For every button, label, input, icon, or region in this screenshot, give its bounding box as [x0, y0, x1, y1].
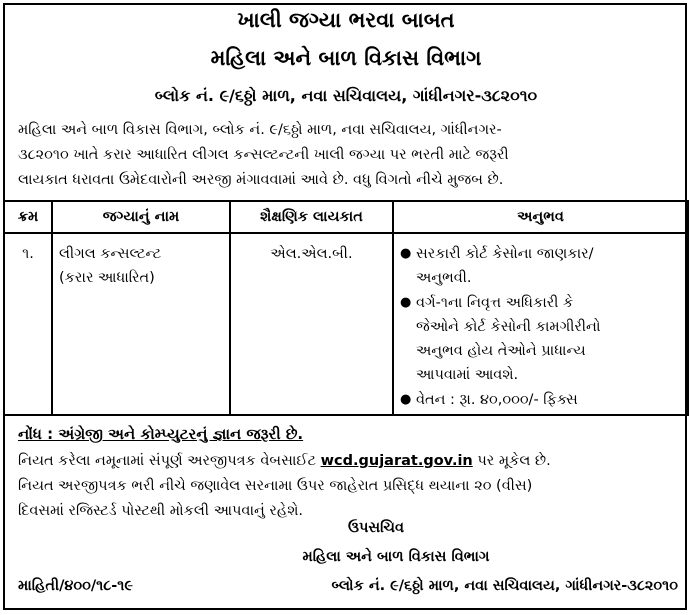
instruction-line — [18, 453, 551, 469]
experience-text: જેઓને કોર્ટ કેસોની કામગીરીનો — [416, 319, 601, 335]
reference-number: માહિતી/૪૦૦/૧૮-૧૯ — [18, 578, 133, 594]
bullet-icon: ● — [400, 295, 412, 310]
department-address: બ્લોક નં. ૯/૬ઠ્ઠો માળ, નવા સચિવાલય, ગાંધીનગર-૩૮૨૦૧૦ — [154, 86, 538, 105]
intro-line: ૩૮૨૦૧૦ ખાતે કરાર આધારિત લીગલ કન્સલ્ટન્ટની ખાલી જગ્યા પર ભરતી માટે જરૂરી — [18, 147, 509, 163]
instruction-line: દિવસમાં રજિસ્ટર્ડ પોસ્ટથી મોકલી આપવાનું રહેશે. — [18, 503, 304, 519]
experience-text: આપવામાં આવશે. — [416, 367, 519, 383]
header-post-name: જગ્યાનું નામ — [52, 201, 230, 233]
table-row — [4, 233, 688, 415]
department-name: મહિલા અને બાળ વિકાસ વિભાગ — [210, 46, 482, 70]
experience-text: અનુભવી. — [416, 270, 472, 286]
header-experience: અનુભવ — [393, 201, 688, 233]
list-item — [400, 388, 686, 412]
note-text: નોંધ : અંગ્રેજી અને કોમ્પ્યુટરનું જ્ઞાન જરૂરી છે. — [18, 425, 304, 443]
list-item — [400, 242, 686, 290]
salary-text: વેતન : રૂા. ૪૦,૦૦૦/- ફિક્સ — [416, 392, 578, 408]
intro-line: મહિલા અને બાળ વિકાસ વિભાગ, બ્લોક નં. ૯/૬ઠ્ઠો માળ, નવા સચિવાલય, ગાંધીનગર- — [18, 122, 502, 138]
bullet-icon: ● — [400, 246, 412, 261]
instruction-line: નિયત અરજીપત્રક ભરી નીચે જણાવેલ સરનામા ઉપર જાહેરાત પ્રસિદ્ધ થયાના ૨૦ (વીસ) — [18, 478, 533, 494]
signatory-designation: ઉપસચિવ — [347, 520, 405, 536]
vacancy-table — [3, 200, 689, 416]
header-serial: ક્રમ — [4, 201, 52, 233]
experience-list — [400, 242, 686, 412]
cell-serial: ૧. — [4, 233, 52, 415]
post-type: (કરાર આધારિત) — [59, 270, 155, 286]
bullet-icon: ● — [400, 392, 412, 407]
cell-experience — [393, 233, 688, 415]
experience-text: અનુભવ હોય તેઓને પ્રાધાન્ય — [416, 343, 586, 359]
page-title: ખાલી જગ્યા ભરવા બાબત — [237, 8, 455, 32]
website-link[interactable]: wcd.gujarat.gov.in — [320, 453, 473, 469]
header-qualification: શૈક્ષણિક લાયકાત — [230, 201, 393, 233]
table-header-row — [4, 201, 688, 233]
intro-line: લાયકાત ધરાવતા ઉમેદવારોની અરજી મંગાવવામાં આવે છે. વધુ વિગતો નીચે મુજબ છે. — [18, 172, 504, 188]
instruction-text: નિયત કરેલા નમૂનામાં સંપૂર્ણ અરજીપત્રક વેબસાઈટ — [18, 453, 317, 469]
post-name: લીગલ કન્સલ્ટન્ટ — [59, 246, 162, 262]
intro-paragraph — [18, 118, 680, 193]
signatory-department: મહિલા અને બાળ વિકાસ વિભાગ — [302, 549, 490, 565]
cell-qualification: એલ.એલ.બી. — [230, 233, 393, 415]
experience-text: સરકારી કોર્ટ કેસોના જાણકાર/ — [416, 246, 594, 262]
cell-post-name — [52, 233, 230, 415]
instruction-text: પર મૂકેલ છે. — [477, 453, 551, 469]
footer-address: બ્લોક નં. ૯/૬ઠ્ઠો માળ, નવા સચિવાલય, ગાંધીનગર-૩૮૨૦૧૦ — [331, 578, 678, 594]
list-item — [400, 291, 686, 387]
experience-text: વર્ગ-૧ના નિવૃત્ત અધિકારી કે — [416, 295, 574, 311]
